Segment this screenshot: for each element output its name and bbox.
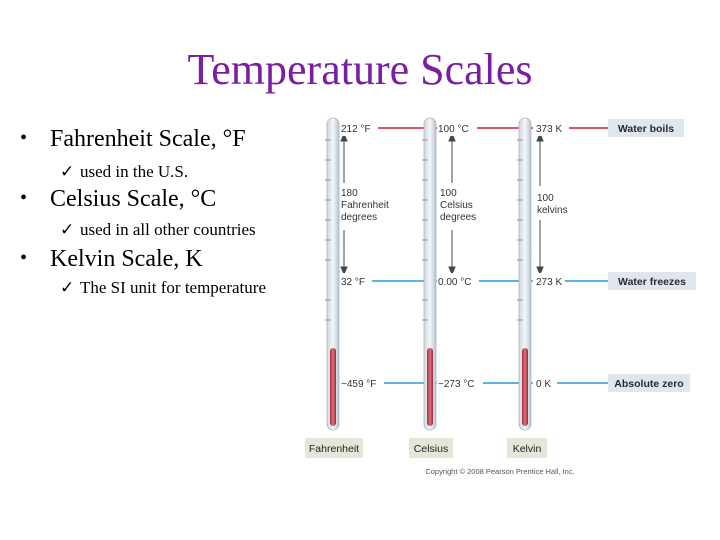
bullet-item: [20, 246, 203, 273]
fahrenheit-interval-unit: Fahrenheit: [341, 200, 389, 211]
fahrenheit-interval-word: degrees: [341, 212, 378, 223]
fahrenheit-scale-label: Fahrenheit: [308, 443, 360, 455]
fahrenheit-interval-number: 180: [341, 188, 358, 199]
reference-label-zero: [608, 374, 690, 392]
thermometer-diagram: [300, 110, 710, 480]
checkmark-icon: ✓: [60, 220, 75, 239]
celsius-interval-word: degrees: [440, 212, 477, 223]
celsius-interval-number: 100: [440, 188, 457, 199]
absolute-zero-label: Absolute zero: [614, 378, 684, 390]
celsius-interval-unit: Celsius: [440, 200, 473, 211]
bullet-label: Fahrenheit Scale, °F: [50, 126, 246, 152]
kelvin-interval-unit: kelvins: [537, 205, 568, 216]
sub-bullet-item: [60, 220, 256, 240]
thermometer-fahrenheit: [325, 118, 339, 430]
page-title: Temperature Scales: [187, 45, 533, 94]
kelvin-freeze-value: 273 K: [536, 277, 563, 288]
fahrenheit-boil-value: 212 °F: [341, 124, 371, 135]
sub-bullet-label: The SI unit for temperature: [80, 278, 266, 297]
bullet-dot-icon: •: [20, 187, 28, 209]
sub-bullet-item: [60, 162, 188, 182]
fahrenheit-zero-value: −459 °F: [341, 379, 377, 390]
checkmark-icon: ✓: [60, 278, 75, 297]
thermometer-kelvin: [517, 118, 531, 430]
bullet-dot-icon: •: [20, 127, 28, 149]
kelvin-zero-value: 0 K: [536, 379, 552, 390]
celsius-boil-value: 100 °C: [438, 124, 469, 135]
bullet-item: [20, 186, 216, 213]
thermometer-celsius: [422, 118, 436, 430]
bullet-item: [20, 126, 246, 153]
celsius-zero-value: −273 °C: [438, 379, 475, 390]
sub-bullet-label: used in all other countries: [80, 220, 256, 239]
sub-bullet-item: [60, 278, 266, 298]
scale-name-kelvin: [507, 438, 547, 458]
water-freezes-label: Water freezes: [618, 276, 686, 288]
fahrenheit-freeze-value: 32 °F: [341, 277, 366, 288]
kelvin-scale-label: Kelvin: [512, 443, 542, 455]
reference-label-boil: [608, 119, 684, 137]
bullet-dot-icon: •: [20, 247, 28, 269]
copyright-text: Copyright © 2008 Pearson Prentice Hall, Inc.: [425, 467, 575, 476]
water-boils-label: Water boils: [617, 123, 675, 135]
celsius-scale-label: Celsius: [413, 443, 449, 455]
checkmark-icon: ✓: [60, 162, 75, 181]
bullet-label: Kelvin Scale, K: [50, 246, 203, 272]
scale-name-fahrenheit: [305, 438, 363, 458]
sub-bullet-label: used in the U.S.: [80, 162, 189, 181]
scale-name-celsius: [409, 438, 453, 458]
kelvin-interval-number: 100: [537, 193, 554, 204]
kelvin-boil-value: 373 K: [536, 124, 563, 135]
reference-label-freeze: [608, 272, 696, 290]
bullet-label: Celsius Scale, °C: [50, 186, 217, 212]
celsius-freeze-value: 0.00 °C: [438, 277, 472, 288]
